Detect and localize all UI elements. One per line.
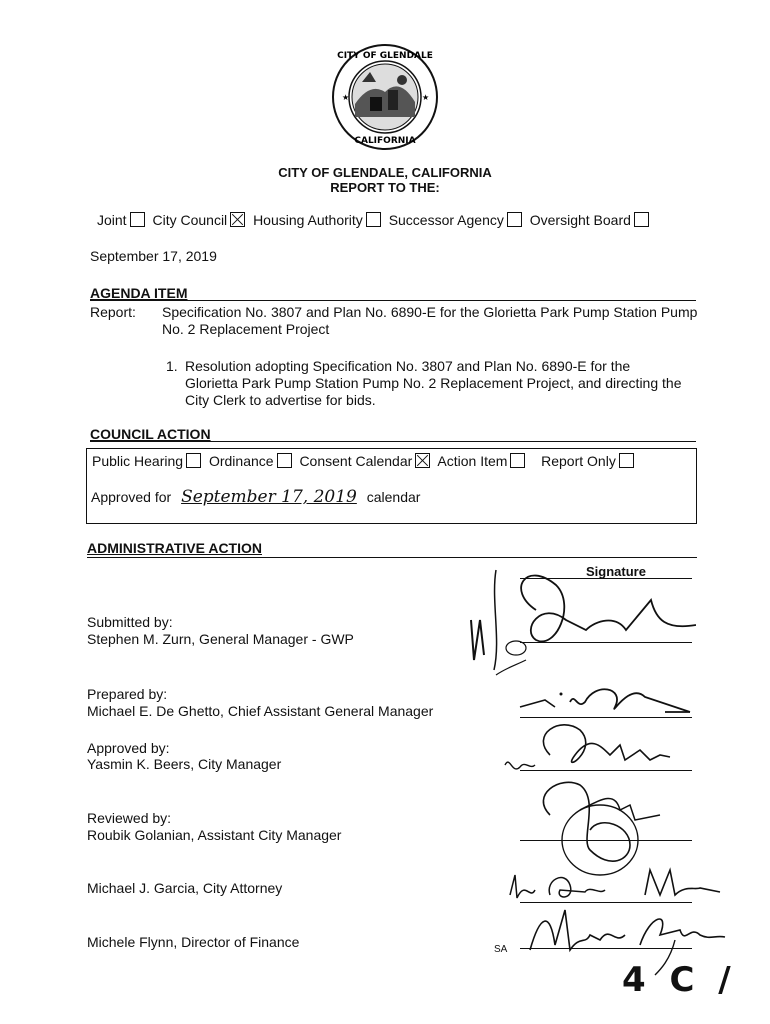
body-label-successor-agency: Successor Agency [388,212,504,228]
approved-date-handwritten[interactable]: September 17, 2019 [181,487,357,507]
report-date: September 17, 2019 [90,248,217,264]
checkbox-city-council[interactable] [230,212,245,227]
svg-text:CALIFORNIA: CALIFORNIA [354,136,416,146]
agenda-divider [90,300,696,301]
agenda-item-heading: AGENDA ITEM [90,285,188,301]
finance-director-name: Michele Flynn, Director of Finance [87,934,300,950]
checkbox-public-hearing[interactable] [186,453,201,468]
action-label-report-only: Report Only [541,453,616,469]
city-seal-logo [330,42,440,152]
checkbox-joint[interactable] [130,212,145,227]
prepared-by-label: Prepared by: [87,686,168,702]
approved-by-name: Yasmin K. Beers, City Manager [87,756,282,772]
checkbox-consent-calendar[interactable] [415,453,430,468]
administrative-action-heading: ADMINISTRATIVE ACTION [87,540,262,556]
checkbox-oversight-board[interactable] [634,212,649,227]
approved-prefix: Approved for [91,489,172,505]
action-label-ordinance: Ordinance [208,453,274,469]
agenda-item-code: 4 C / [622,960,737,1000]
svg-text:CITY OF GLENDALE: CITY OF GLENDALE [337,51,433,61]
submitted-by-label: Submitted by: [87,614,173,630]
signature-column-label: Signature [586,564,646,579]
checkbox-report-only[interactable] [619,453,634,468]
reviewed-by-name: Roubik Golanian, Assistant City Manager [87,827,342,843]
governing-body-selector [97,212,653,228]
checkbox-ordinance[interactable] [277,453,292,468]
checkbox-successor-agency[interactable] [507,212,522,227]
document-title: CITY OF GLENDALE, CALIFORNIA [278,165,492,180]
signature-submitted-by [466,560,696,680]
council-action-heading: COUNCIL ACTION [90,426,211,442]
approved-suffix: calendar [366,489,421,505]
finance-initials: SA [494,944,508,955]
signature-city-attorney [505,860,730,910]
checkbox-action-item[interactable] [510,453,525,468]
report-description: Specification No. 3807 and Plan No. 6890-E for the Glorietta Park Pump Station Pump No. 2 Replacement Project [162,304,698,337]
admin-divider [87,557,697,558]
approved-for-row [91,487,420,507]
resolution-text: Resolution adopting Specification No. 3807 and Plan No. 6890-E for the Glorietta Park Pump Station Pump No. 2 Replacement Project, and directing the City Clerk to advertise for bids. [185,358,682,408]
svg-text:★: ★ [342,93,350,102]
council-action-divider [90,441,696,442]
body-label-oversight-board: Oversight Board [529,212,631,228]
action-label-public-hearing: Public Hearing [92,453,184,469]
body-label-housing-authority: Housing Authority [253,212,363,228]
action-label-action-item: Action Item [437,453,508,469]
reviewed-by-label: Reviewed by: [87,810,172,826]
action-label-consent-calendar: Consent Calendar [299,453,413,469]
city-attorney-name: Michael J. Garcia, City Attorney [87,880,283,896]
document-subtitle: REPORT TO THE: [330,180,440,195]
body-label-city-council: City Council [152,212,228,228]
svg-text:★: ★ [422,93,430,102]
checkbox-housing-authority[interactable] [366,212,381,227]
submitted-by-name: Stephen M. Zurn, General Manager - GWP [87,631,354,647]
approved-by-label: Approved by: [87,740,170,756]
prepared-by-name: Michael E. De Ghetto, Chief Assistant General Manager [87,703,434,719]
council-action-options [92,453,638,469]
report-label: Report: [90,304,136,320]
body-label-joint: Joint [97,212,127,228]
resolution-number: 1. [166,358,178,374]
